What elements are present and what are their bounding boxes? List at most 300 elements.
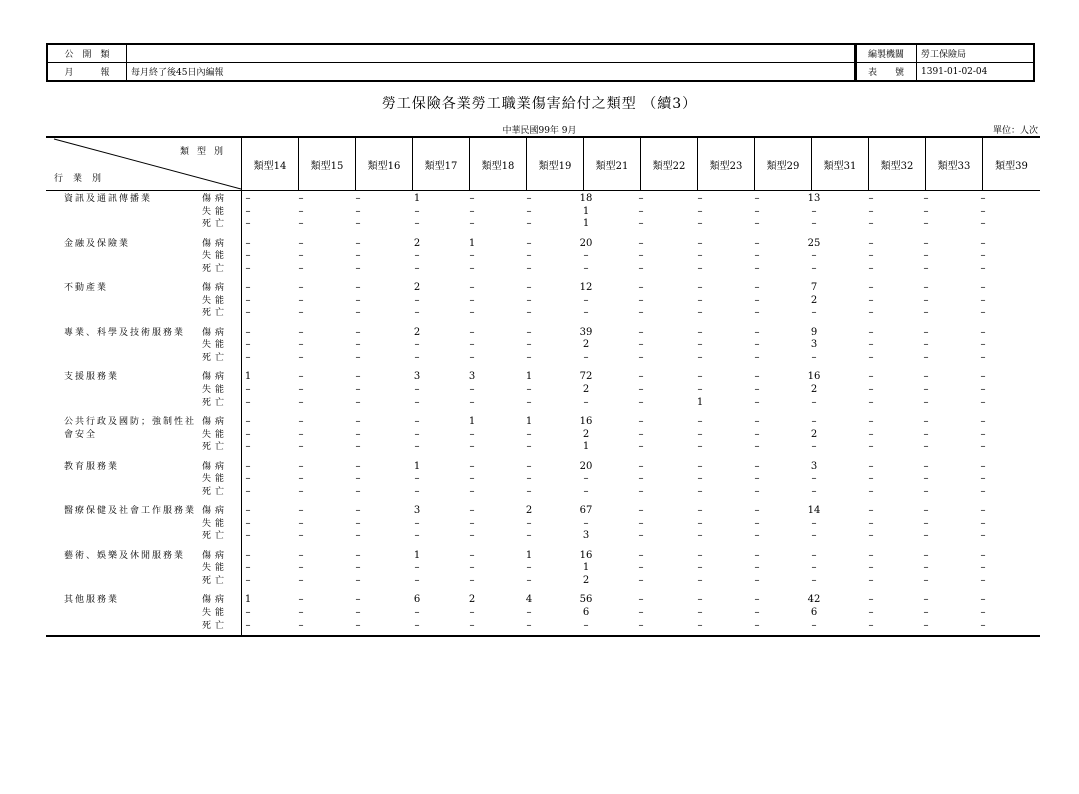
table-cell: – — [469, 218, 475, 230]
table-cell: – — [923, 396, 929, 408]
table-cell: – — [583, 485, 589, 497]
industry-label: 醫療保健及社會工作服務業 — [64, 506, 197, 517]
table-cell: – — [355, 505, 361, 517]
benefit-kind-label: 傷病 — [202, 461, 229, 472]
table-cell: – — [754, 396, 760, 408]
table-cell: – — [355, 485, 361, 497]
table-cell: – — [697, 441, 703, 453]
table-cell: – — [355, 416, 361, 427]
table-cell: – — [355, 473, 361, 485]
table-cell: – — [868, 505, 874, 517]
table-cell: – — [754, 530, 760, 542]
table-cell: – — [638, 326, 644, 338]
table-cell: 18 — [579, 193, 593, 204]
table-cell: – — [355, 294, 361, 306]
table-cell: – — [868, 352, 874, 363]
table-cell: – — [754, 575, 760, 586]
table-cell: – — [298, 326, 304, 338]
unit-label: 單位：人次 — [992, 126, 1038, 136]
industry-label: 公共行政及國防；強制性社會安全 — [64, 417, 197, 440]
table-cell: – — [298, 575, 304, 586]
table-cell: – — [697, 428, 703, 440]
table-cell: 20 — [579, 237, 593, 249]
benefit-kind-label: 傷病 — [202, 238, 229, 249]
table-cell: – — [697, 575, 703, 586]
table-cell: – — [754, 282, 760, 294]
table-cell: – — [923, 282, 929, 294]
table-cell: – — [754, 549, 760, 561]
table-cell: 6 — [810, 607, 818, 618]
table-cell: 16 — [807, 371, 821, 383]
table-cell: 25 — [807, 237, 821, 249]
benefit-kind-label: 死亡 — [202, 531, 229, 542]
table-cell: 2 — [413, 282, 421, 294]
table-cell: – — [469, 517, 475, 529]
benefit-kind-label: 傷病 — [202, 506, 229, 517]
table-cell: 4 — [525, 594, 533, 606]
table-cell: – — [469, 619, 475, 631]
table-cell: – — [923, 575, 929, 586]
table-cell: – — [245, 282, 251, 294]
table-cell: – — [469, 485, 475, 497]
table-cell: 1 — [525, 371, 533, 383]
benefit-kind-label: 傷病 — [202, 417, 229, 427]
table-cell: – — [980, 396, 986, 408]
table-cell: – — [868, 193, 874, 204]
table-cell: – — [868, 619, 874, 631]
table-cell: 2 — [582, 384, 590, 395]
table-cell: – — [868, 237, 874, 249]
table-cell: – — [355, 549, 361, 561]
table-cell: – — [526, 517, 532, 529]
table-cell: – — [245, 460, 251, 472]
table-cell: – — [414, 396, 420, 408]
table-cell: – — [526, 473, 532, 485]
table-cell: – — [414, 218, 420, 230]
table-cell: – — [355, 607, 361, 618]
table-cell: 3 — [810, 339, 818, 351]
table-cell: 1 — [244, 371, 252, 383]
table-cell: – — [638, 460, 644, 472]
table-cell: – — [355, 517, 361, 529]
table-cell: – — [245, 562, 251, 574]
table-cell: – — [469, 549, 475, 561]
table-cell: 1 — [468, 237, 476, 249]
table-cell: – — [355, 262, 361, 274]
table-cell: 3 — [582, 530, 590, 542]
table-cell: – — [355, 396, 361, 408]
table-cell: – — [414, 294, 420, 306]
table-cell: – — [298, 530, 304, 542]
table-no-label: 表 號 — [855, 63, 917, 82]
table-cell: – — [754, 485, 760, 497]
benefit-kind-label: 失能 — [202, 251, 229, 262]
table-cell: 1 — [696, 396, 704, 408]
table-cell: – — [526, 562, 532, 574]
table-cell: – — [414, 250, 420, 262]
table-cell: – — [811, 262, 817, 274]
table-cell: – — [697, 326, 703, 338]
table-cell: – — [245, 262, 251, 274]
table-cell: – — [868, 205, 874, 217]
table-cell: – — [414, 262, 420, 274]
table-cell: – — [469, 193, 475, 204]
table-cell: – — [980, 384, 986, 395]
table-cell: – — [868, 371, 874, 383]
table-cell: – — [868, 307, 874, 319]
table-cell: – — [526, 193, 532, 204]
table-cell: – — [980, 262, 986, 274]
table-cell: – — [355, 384, 361, 395]
table-cell: – — [697, 517, 703, 529]
table-cell: – — [923, 549, 929, 561]
table-cell: – — [526, 307, 532, 319]
table-cell: – — [980, 575, 986, 586]
table-cell: – — [868, 517, 874, 529]
table-cell: 42 — [807, 594, 821, 606]
table-cell: 39 — [579, 326, 593, 338]
table-cell: – — [526, 575, 532, 586]
table-cell: – — [638, 250, 644, 262]
table-cell: – — [638, 619, 644, 631]
table-cell: – — [638, 473, 644, 485]
benefit-kind-label: 傷病 — [202, 595, 229, 606]
table-cell: – — [245, 193, 251, 204]
industry-label: 專業、科學及技術服務業 — [64, 327, 186, 338]
table-cell: – — [980, 562, 986, 574]
table-cell: – — [414, 307, 420, 319]
table-cell: – — [754, 193, 760, 204]
table-cell: – — [980, 352, 986, 363]
table-cell: – — [298, 485, 304, 497]
table-cell: – — [414, 473, 420, 485]
table-cell: 72 — [579, 371, 593, 383]
column-header: 類型19 — [527, 138, 584, 190]
industry-label: 金融及保險業 — [64, 238, 131, 249]
table-cell: – — [923, 607, 929, 618]
table-cell: – — [923, 384, 929, 395]
table-cell: – — [980, 193, 986, 204]
table-cell: 2 — [810, 384, 818, 395]
table-cell: – — [355, 460, 361, 472]
table-cell: – — [754, 517, 760, 529]
table-cell: – — [298, 237, 304, 249]
table-cell: – — [526, 205, 532, 217]
table-cell: – — [583, 396, 589, 408]
table-cell: – — [754, 460, 760, 472]
table-cell: – — [868, 282, 874, 294]
table-cell: – — [245, 237, 251, 249]
table-cell: – — [754, 237, 760, 249]
table-header — [46, 136, 1040, 191]
table-cell: – — [638, 607, 644, 618]
table-cell: – — [469, 473, 475, 485]
table-cell: – — [811, 218, 817, 230]
table-cell: – — [526, 352, 532, 363]
table-cell: – — [526, 326, 532, 338]
table-cell: – — [811, 485, 817, 497]
table-cell: – — [245, 428, 251, 440]
table-cell: – — [298, 562, 304, 574]
table-cell: – — [245, 307, 251, 319]
benefit-kind-label: 死亡 — [202, 308, 229, 319]
table-cell: – — [526, 262, 532, 274]
benefit-kind-label: 傷病 — [202, 550, 229, 561]
benefit-kind-label: 死亡 — [202, 576, 229, 586]
table-cell: – — [754, 473, 760, 485]
table-cell: – — [298, 549, 304, 561]
period-label: 中華民國99年 9月 — [502, 126, 577, 136]
table-cell: – — [526, 607, 532, 618]
table-cell: – — [980, 205, 986, 217]
column-header: 類型16 — [356, 138, 413, 190]
table-cell: 1 — [413, 460, 421, 472]
table-cell: – — [697, 205, 703, 217]
table-cell: – — [526, 294, 532, 306]
table-cell: – — [638, 416, 644, 427]
table-cell: – — [298, 607, 304, 618]
table-cell: 56 — [579, 594, 593, 606]
table-cell: 3 — [413, 505, 421, 517]
table-cell: – — [754, 250, 760, 262]
table-cell: – — [414, 530, 420, 542]
table-cell: – — [414, 384, 420, 395]
table-cell: – — [355, 562, 361, 574]
table-cell: – — [298, 371, 304, 383]
table-no-value: 1391-01-02-04 — [917, 63, 1035, 82]
table-cell: – — [526, 460, 532, 472]
table-cell: 2 — [810, 294, 818, 306]
public-class-value — [127, 44, 857, 63]
table-cell: – — [583, 294, 589, 306]
benefit-kind-label: 傷病 — [202, 194, 229, 204]
benefit-kind-label: 傷病 — [202, 372, 229, 383]
table-cell: – — [811, 416, 817, 427]
table-cell: 3 — [413, 371, 421, 383]
table-cell: – — [754, 505, 760, 517]
table-cell: – — [469, 396, 475, 408]
table-cell: – — [414, 428, 420, 440]
table-cell: – — [469, 352, 475, 363]
column-header: 類型17 — [413, 138, 470, 190]
table-cell: – — [697, 562, 703, 574]
table-cell: – — [526, 384, 532, 395]
industry-label: 支援服務業 — [64, 372, 120, 383]
table-cell: – — [298, 594, 304, 606]
benefit-kind-label: 失能 — [202, 474, 229, 485]
table-cell: – — [754, 607, 760, 618]
table-cell: – — [298, 396, 304, 408]
table-cell: – — [414, 441, 420, 453]
table-cell: – — [811, 396, 817, 408]
table-cell: 6 — [582, 607, 590, 618]
table-cell: – — [298, 352, 304, 363]
industry-label: 藝術、娛樂及休閒服務業 — [64, 550, 186, 561]
table-cell: – — [868, 262, 874, 274]
benefit-kind-label: 失能 — [202, 429, 229, 440]
table-cell: – — [980, 326, 986, 338]
table-cell: – — [245, 441, 251, 453]
table-cell: – — [245, 384, 251, 395]
table-cell: – — [697, 250, 703, 262]
table-cell: – — [298, 428, 304, 440]
table-cell: – — [754, 441, 760, 453]
table-cell: – — [469, 262, 475, 274]
table-cell: – — [868, 562, 874, 574]
table-cell: – — [811, 205, 817, 217]
industry-label: 不動產業 — [64, 283, 109, 294]
benefit-kind-label: 失能 — [202, 340, 229, 351]
table-cell: – — [980, 294, 986, 306]
table-cell: 1 — [525, 416, 533, 427]
table-cell: – — [868, 416, 874, 427]
page-title: 勞工保險各業勞工職業傷害給付之類型 （續3） — [381, 96, 698, 112]
table-cell: – — [638, 517, 644, 529]
benefit-kind-label: 失能 — [202, 563, 229, 574]
table-cell: 2 — [413, 326, 421, 338]
table-cell: – — [245, 396, 251, 408]
benefit-kind-label: 死亡 — [202, 353, 229, 363]
table-cell: – — [355, 619, 361, 631]
table-cell: – — [923, 505, 929, 517]
table-cell: – — [638, 339, 644, 351]
table-cell: – — [923, 460, 929, 472]
table-cell: – — [868, 339, 874, 351]
table-cell: 1 — [413, 193, 421, 204]
column-header: 類型33 — [926, 138, 983, 190]
table-cell: – — [980, 428, 986, 440]
table-cell: – — [923, 218, 929, 230]
table-cell: – — [980, 607, 986, 618]
table-cell: – — [298, 307, 304, 319]
table-cell: – — [583, 352, 589, 363]
table-cell: 1 — [413, 549, 421, 561]
table-cell: – — [245, 619, 251, 631]
table-cell: – — [638, 530, 644, 542]
table-cell: – — [980, 218, 986, 230]
table-cell: – — [923, 326, 929, 338]
table-cell: – — [754, 352, 760, 363]
table-cell: – — [811, 473, 817, 485]
header-right-box — [854, 43, 1035, 82]
table-cell: – — [526, 339, 532, 351]
table-cell: – — [923, 619, 929, 631]
table-cell: – — [923, 428, 929, 440]
table-cell: – — [754, 307, 760, 319]
table-cell: – — [355, 205, 361, 217]
table-cell: – — [355, 530, 361, 542]
table-cell: – — [638, 562, 644, 574]
table-cell: – — [811, 562, 817, 574]
table-cell: – — [868, 326, 874, 338]
table-cell: – — [355, 250, 361, 262]
table-cell: – — [245, 416, 251, 427]
table-cell: – — [298, 294, 304, 306]
table-cell: 7 — [810, 282, 818, 294]
table-cell: – — [414, 339, 420, 351]
table-cell: – — [583, 307, 589, 319]
table-cell: – — [245, 352, 251, 363]
table-cell: – — [811, 549, 817, 561]
table-cell: 14 — [807, 505, 821, 517]
table-cell: – — [868, 384, 874, 395]
table-cell: 13 — [807, 193, 821, 204]
table-cell: – — [923, 307, 929, 319]
table-cell: – — [754, 416, 760, 427]
table-cell: – — [298, 193, 304, 204]
table-cell: – — [980, 485, 986, 497]
table-cell: – — [697, 485, 703, 497]
table-cell: – — [583, 250, 589, 262]
table-cell: – — [583, 619, 589, 631]
table-cell: 2 — [810, 428, 818, 440]
table-cell: – — [754, 326, 760, 338]
table-cell: – — [923, 352, 929, 363]
table-cell: – — [980, 594, 986, 606]
table-cell: – — [469, 428, 475, 440]
table-cell: – — [754, 619, 760, 631]
table-cell: – — [245, 339, 251, 351]
table-cell: – — [245, 250, 251, 262]
table-cell: – — [298, 416, 304, 427]
table-cell: – — [697, 218, 703, 230]
table-cell: – — [526, 250, 532, 262]
table-cell: – — [526, 218, 532, 230]
table-cell: – — [811, 619, 817, 631]
table-cell: – — [638, 371, 644, 383]
table-cell: – — [526, 441, 532, 453]
table-cell: – — [638, 218, 644, 230]
table-cell: – — [298, 441, 304, 453]
table-cell: – — [923, 237, 929, 249]
table-cell: – — [923, 416, 929, 427]
table-cell: – — [526, 396, 532, 408]
benefit-kind-label: 傷病 — [202, 283, 229, 294]
table-cell: 1 — [468, 416, 476, 427]
agency-label: 編製機關 — [855, 44, 917, 63]
table-cell: – — [355, 193, 361, 204]
table-cell: 2 — [582, 575, 590, 586]
table-cell: 1 — [244, 594, 252, 606]
table-cell: – — [355, 339, 361, 351]
table-cell: – — [697, 352, 703, 363]
table-cell: – — [754, 562, 760, 574]
table-cell: – — [868, 428, 874, 440]
table-cell: – — [811, 441, 817, 453]
table-cell: – — [923, 530, 929, 542]
table-cell: – — [298, 262, 304, 274]
table-cell: – — [355, 352, 361, 363]
table-cell: – — [980, 282, 986, 294]
table-cell: – — [355, 441, 361, 453]
table-cell: – — [469, 282, 475, 294]
table-cell: 20 — [579, 460, 593, 472]
table-cell: – — [526, 428, 532, 440]
table-cell: – — [868, 396, 874, 408]
table-cell: 9 — [810, 326, 818, 338]
table-cell: – — [414, 562, 420, 574]
table-cell: – — [980, 619, 986, 631]
benefit-kind-label: 失能 — [202, 385, 229, 395]
table-cell: – — [638, 237, 644, 249]
table-cell: – — [355, 575, 361, 586]
table-body — [46, 189, 1040, 637]
table-cell: – — [355, 237, 361, 249]
monthly-label: 月 報 — [47, 63, 127, 82]
table-cell: – — [469, 460, 475, 472]
table-cell: 3 — [468, 371, 476, 383]
table-cell: – — [980, 441, 986, 453]
